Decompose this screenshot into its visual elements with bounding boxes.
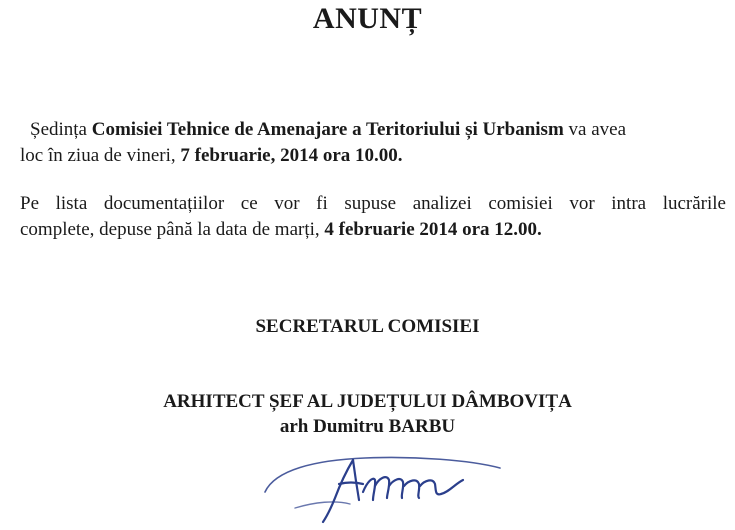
meeting-intro-text: Ședința	[30, 119, 92, 140]
announcement-title: ANUNȚ	[312, 2, 423, 35]
commission-name: Comisiei Tehnice de Amenajare a Teritoriului și Urbanism	[91, 119, 564, 140]
documents-line-1: Pe lista documentațiilor ce vor fi supuse analizei comisiei vor intra lucrările	[20, 193, 726, 214]
architect-title: ARHITECT ȘEF AL JUDEȚULUI DÂMBOVIȚA	[163, 391, 572, 412]
architect-name: arh Dumitru BARBU	[279, 416, 456, 437]
secretary-title: SECRETARUL COMISIEI	[255, 316, 480, 337]
documents-deadline-text: complete, depuse până la data de marți,	[20, 219, 325, 240]
meeting-will-have-text: va avea	[563, 119, 627, 140]
documents-deadline-date: 4 februarie 2014 ora 12.00.	[324, 219, 542, 240]
meeting-date: 7 februarie, 2014 ora 10.00.	[180, 145, 403, 166]
meeting-place-text: loc în ziua de vineri,	[20, 145, 181, 166]
handwritten-signature	[255, 430, 515, 530]
documents-paragraph	[20, 191, 726, 243]
meeting-paragraph	[20, 117, 720, 169]
meeting-line-1	[20, 117, 720, 143]
